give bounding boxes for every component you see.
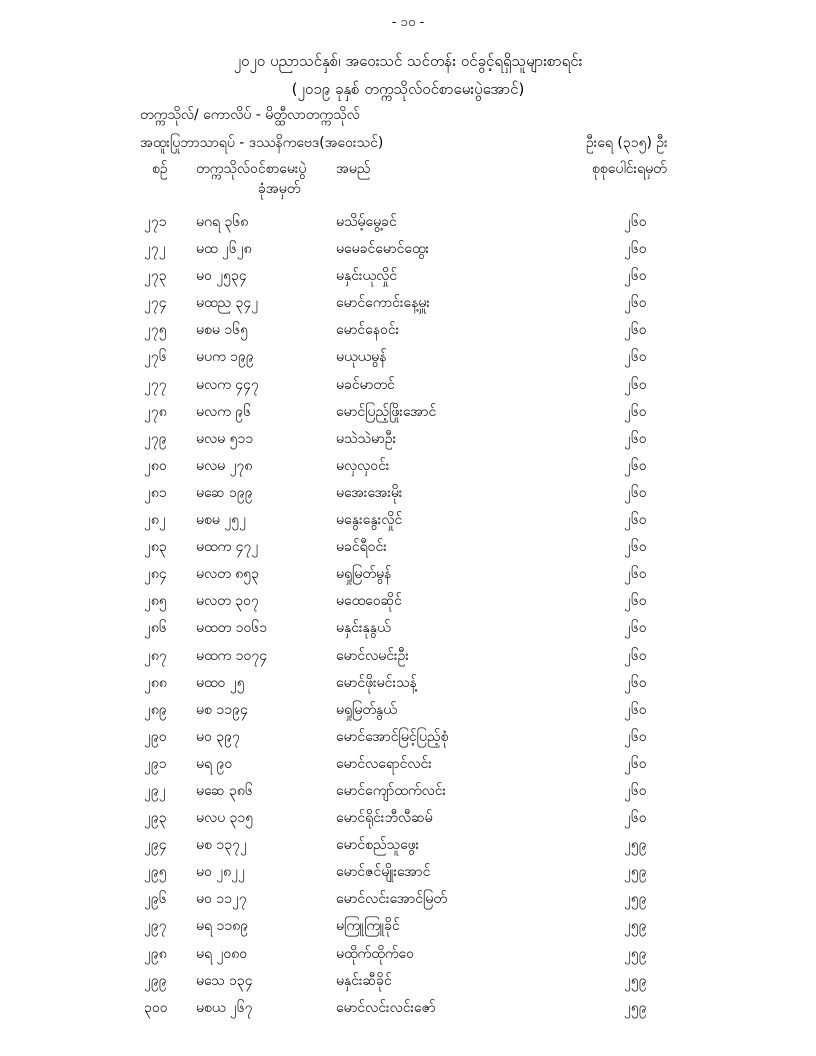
column-header-no: စဉ်: [152, 161, 168, 177]
row-number: ၂၉၄: [144, 837, 167, 854]
student-name: မထေဝေဆိုင်: [336, 593, 402, 610]
total-marks: ၂၆၀: [624, 566, 647, 583]
student-name: မခင်မာတင်: [336, 376, 395, 393]
roll-number: မထတ ၁၀၆၁: [196, 620, 268, 637]
student-name: မခင်ရီဝင်း: [336, 539, 387, 556]
roll-number: မလတ ၃၀၇: [196, 593, 259, 610]
table-row: [0, 727, 816, 754]
student-name: မောင်လင်းလင်းဇော်: [336, 999, 436, 1016]
column-header-total: စုစုပေါင်းရမှတ်: [592, 161, 667, 177]
table-row: [0, 564, 816, 591]
total-marks: ၂၆၀: [624, 512, 647, 529]
roll-number: မလမ ၅၁၁: [196, 430, 254, 447]
roll-number: မထက ၄၇၂: [196, 539, 259, 556]
table-row: [0, 700, 816, 727]
table-row: [0, 862, 816, 889]
roll-number: မလတ ၈၅၃: [196, 566, 259, 583]
total-marks: ၂၆၀: [624, 322, 647, 339]
student-name: မောင်ကောင်းနေ့မှူး: [336, 295, 430, 312]
row-number: ၂၇၉: [144, 430, 167, 447]
student-name: မောင်စည်သူဖွေး: [336, 837, 420, 854]
row-number: ၂၉၇: [144, 918, 167, 935]
total-marks: ၂၆၀: [624, 539, 647, 556]
student-name: မောင်ကျော်ထက်လင်း: [336, 782, 447, 799]
student-name: မောင်နေဝင်း: [336, 322, 400, 339]
row-number: ၂၈၆: [144, 620, 167, 637]
total-marks: ၂၆၀: [624, 430, 647, 447]
roll-number: မဝ ၂၈၂၂: [196, 864, 245, 881]
student-name: မသိမ့်မွေ့ခင်: [336, 214, 397, 230]
roll-number: မထည ၃၄၂: [196, 295, 259, 312]
roll-number: မလက ၉၆: [196, 403, 252, 420]
total-marks: ၂၆၀: [624, 593, 647, 610]
student-name: မယုယမွန်: [336, 349, 387, 366]
roll-number: မလက ၄၄၇: [196, 376, 259, 393]
table-row: [0, 212, 816, 239]
roll-number: မဝ ၃၉၇: [196, 728, 240, 745]
row-number: ၂၇၆: [144, 349, 167, 366]
results-table: [0, 212, 816, 1025]
row-number: ၂၈၄: [144, 566, 167, 583]
table-row: [0, 347, 816, 374]
row-number: ၂၇၄: [144, 295, 167, 312]
total-marks: ၂၆၀: [624, 484, 647, 501]
table-row: [0, 971, 816, 998]
table-row: [0, 944, 816, 971]
roll-number: မစ ၁၃၇၂: [196, 837, 247, 854]
column-header-roll-line2: ခုံအမှတ်: [258, 181, 301, 197]
row-number: ၂၉၉: [144, 972, 167, 989]
row-number: ၂၇၈: [144, 403, 167, 420]
student-name: မသဲသဲမာဦး: [336, 430, 397, 447]
roll-number: မရ ၉၀: [196, 755, 233, 772]
student-name: မအေးအေးမိုး: [336, 484, 403, 501]
table-row: [0, 293, 816, 320]
roll-number: မထက ၁၀၇၄: [196, 647, 268, 664]
row-number: ၂၈၈: [144, 674, 167, 691]
total-marks: ၂၅၉: [624, 972, 647, 989]
row-number: ၂၇၂: [144, 241, 166, 258]
row-number: ၂၇၁: [144, 214, 167, 230]
table-row: [0, 646, 816, 673]
student-name: မောင်လရောင်လင်း: [336, 755, 432, 772]
page-title: ၂၀၂၀ ပညာသင်နှစ်၊ အဝေးသင် သင်တန်း ဝင်ခွင့်ရရှိသူများစာရင်း: [233, 52, 583, 70]
table-row: [0, 456, 816, 483]
table-row: [0, 618, 816, 645]
student-name: မောင်အောင်မြင့်ပြည့်စုံ: [336, 728, 449, 745]
total-marks: ၂၅၉: [624, 999, 647, 1016]
table-row: [0, 510, 816, 537]
table-row: [0, 781, 816, 808]
roll-number: မစမ ၁၆၅: [196, 322, 248, 339]
row-number: ၃၀၀: [144, 999, 168, 1016]
total-marks: ၂၆၀: [624, 701, 647, 718]
row-number: ၂၉၅: [144, 864, 167, 881]
table-row: [0, 754, 816, 781]
total-marks: ၂၆၀: [624, 214, 647, 230]
student-name: မနွေးနွေးလှိုင်: [336, 512, 403, 529]
student-name: မထိုက်ထိုက်ဝေ: [336, 945, 414, 962]
roll-number: မလပ ၃၁၅: [196, 810, 254, 827]
total-marks: ၂၆၀: [624, 728, 647, 745]
row-number: ၂၉၀: [144, 728, 167, 745]
roll-number: မရ ၂၀၈၀: [196, 945, 248, 962]
student-name: မနှင်းဆီခိုင်: [336, 972, 392, 989]
roll-number: မလမ ၂၇၈: [196, 457, 253, 474]
table-row: [0, 266, 816, 293]
student-name: မောင်ပြည့်ဖြိုးအောင်: [336, 403, 437, 420]
page-subtitle: (၂၀၁၉ ခုနှစ် တက္ကသိုလ်ဝင်စာမေးပွဲအောင်): [291, 80, 525, 98]
student-name: မမေခင်မောင်ထွေး: [336, 241, 430, 258]
roll-number: မရ ၁၁၈၉: [196, 918, 249, 935]
table-row: [0, 537, 816, 564]
student-name: မနှင်းယုလှိုင်: [336, 268, 398, 285]
table-row: [0, 483, 816, 510]
total-marks: ၂၆၀: [624, 403, 647, 420]
student-name: မောင်ဇင်မျိုးအောင်: [336, 864, 431, 881]
table-row: [0, 998, 816, 1025]
roll-number: မဂရ ၃၆၈: [196, 214, 249, 230]
table-row: [0, 889, 816, 916]
row-number: ၂၉၃: [144, 810, 167, 827]
total-marks: ၂၆၀: [624, 295, 647, 312]
row-number: ၂၇၃: [144, 268, 167, 285]
student-name: မရှုမြတ်မွန်: [336, 566, 392, 583]
row-number: ၂၇၅: [144, 322, 167, 339]
row-number: ၂၈၅: [144, 593, 167, 610]
roll-number: မထဝ ၂၅: [196, 674, 245, 691]
row-number: ၂၉၁: [144, 755, 167, 772]
roll-number: မဝ ၂၅၃၄: [196, 268, 247, 285]
total-marks: ၂၆၀: [624, 457, 647, 474]
table-row: [0, 673, 816, 700]
roll-number: မစ ၁၁၉၄: [196, 701, 248, 718]
table-row: [0, 835, 816, 862]
column-header-name: အမည်: [336, 161, 371, 177]
table-row: [0, 402, 816, 429]
table-row: [0, 239, 816, 266]
total-marks: ၂၆၀: [624, 241, 647, 258]
row-number: ၂၈၉: [144, 701, 167, 718]
student-name: မောင်ဖိုးမင်းသန့်: [336, 674, 417, 691]
page-number: - ၁၀ -: [391, 15, 425, 30]
total-marks: ၂၆၀: [624, 349, 647, 366]
row-number: ၂၉၂: [144, 782, 166, 799]
total-marks: ၂၆၀: [624, 755, 647, 772]
table-row: [0, 320, 816, 347]
student-name: မရှုမြတ်နွယ်: [336, 701, 397, 718]
student-name: မနှင်းနုနွယ်: [336, 620, 391, 637]
row-number: ၂၈၇: [144, 647, 167, 664]
roll-number: မဆေ ၃၈၆: [196, 782, 253, 799]
roll-number: မဝ ၁၁၂၇: [196, 891, 247, 908]
roll-number: မထ ၂၆၂၈: [196, 241, 252, 258]
headcount-summary: ဦးရေ (၃၁၅) ဦး: [586, 135, 668, 151]
total-marks: ၂၆၀: [624, 674, 647, 691]
student-name: မလှလှဝင်း: [336, 457, 390, 474]
roll-number: မပက ၁၉၉: [196, 349, 254, 366]
total-marks: ၂၅၉: [624, 891, 647, 908]
row-number: ၂၈၃: [144, 539, 167, 556]
total-marks: ၂၆၀: [624, 810, 647, 827]
table-row: [0, 429, 816, 456]
row-number: ၂၈၀: [144, 457, 167, 474]
row-number: ၂၇၇: [144, 376, 167, 393]
total-marks: ၂၅၉: [624, 864, 647, 881]
row-number: ၂၉၈: [144, 945, 167, 962]
total-marks: ၂၆၀: [624, 647, 647, 664]
roll-number: မသေ ၁၃၄: [196, 972, 253, 989]
table-row: [0, 808, 816, 835]
row-number: ၂၈၂: [144, 512, 166, 529]
university-label: တက္ကသိုလ်/ ကောလိပ် - မိတ္ထီလာတက္ကသိုလ်: [140, 107, 360, 123]
student-name: မကြူကြူခိုင်: [336, 918, 400, 935]
total-marks: ၂၆၀: [624, 782, 647, 799]
table-row: [0, 375, 816, 402]
column-header-roll: တက္ကသိုလ်ဝင်စာမေးပွဲ: [196, 161, 307, 177]
total-marks: ၂၆၀: [624, 268, 647, 285]
total-marks: ၂၅၉: [624, 945, 647, 962]
row-number: ၂၉၆: [144, 891, 167, 908]
roll-number: မဆေ ၁၉၉: [196, 484, 253, 501]
total-marks: ၂၆၀: [624, 620, 647, 637]
total-marks: ၂၅၉: [624, 918, 647, 935]
student-name: မောင်ရိုင်းဘီလီဆမ်: [336, 810, 433, 827]
roll-number: မစယ ၂၆၇: [196, 999, 253, 1016]
table-row: [0, 916, 816, 943]
department-label: အထူးပြုဘာသာရပ် - ဒဿနိကဗေဒ(အဝေးသင်): [140, 135, 384, 151]
total-marks: ၂၆၀: [624, 376, 647, 393]
table-row: [0, 591, 816, 618]
student-name: မောင်လမင်းဦး: [336, 647, 409, 664]
roll-number: မစမ ၂၅၂: [196, 512, 246, 529]
row-number: ၂၈၁: [144, 484, 167, 501]
student-name: မောင်လင်းအောင်မြတ်: [336, 891, 447, 908]
total-marks: ၂၅၉: [624, 837, 647, 854]
